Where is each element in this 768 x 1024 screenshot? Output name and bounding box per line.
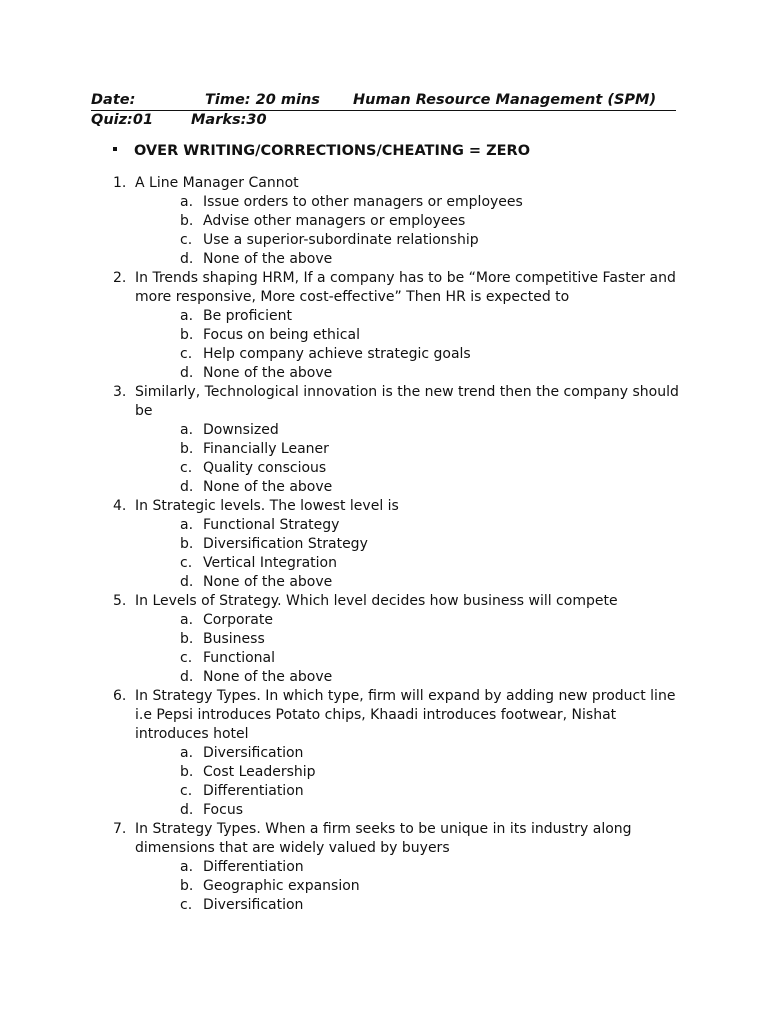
question-number: 5.	[113, 593, 127, 609]
option-text: Financially Leaner	[203, 441, 329, 457]
notice	[113, 143, 530, 159]
quiz-header	[91, 91, 676, 131]
question-text: In Strategic levels. The lowest level is	[135, 498, 399, 514]
option-list	[135, 193, 683, 269]
option-list	[135, 421, 683, 497]
option-list	[135, 858, 683, 915]
option-label: c.	[180, 555, 193, 571]
quiz-label: Quiz:01	[91, 112, 154, 128]
option-item	[135, 763, 683, 782]
option-item	[135, 193, 683, 212]
date-label: Date:	[91, 92, 136, 108]
question-item	[113, 687, 683, 820]
option-label: c.	[180, 460, 193, 476]
option-label: d.	[180, 251, 194, 267]
marks-label: Marks:30	[191, 112, 267, 128]
option-item	[135, 744, 683, 763]
option-text: Diversification	[203, 897, 304, 913]
option-label: b.	[180, 764, 194, 780]
option-text: Geographic expansion	[203, 878, 360, 894]
option-label: a.	[180, 194, 194, 210]
option-label: b.	[180, 441, 194, 457]
option-item	[135, 231, 683, 250]
option-list	[135, 516, 683, 592]
option-text: None of the above	[203, 365, 333, 381]
option-item	[135, 782, 683, 801]
option-label: a.	[180, 308, 194, 324]
option-text: Downsized	[203, 422, 279, 438]
question-number: 3.	[113, 384, 127, 400]
option-label: c.	[180, 650, 193, 666]
option-item	[135, 440, 683, 459]
option-text: Vertical Integration	[203, 555, 337, 571]
option-list	[135, 611, 683, 687]
header-row-2	[91, 111, 676, 131]
question-item	[113, 269, 683, 383]
question-item	[113, 820, 683, 915]
option-label: a.	[180, 422, 194, 438]
option-text: Quality conscious	[203, 460, 327, 476]
option-text: Diversification Strategy	[203, 536, 368, 552]
option-label: d.	[180, 365, 194, 381]
option-text: None of the above	[203, 574, 333, 590]
option-label: d.	[180, 669, 194, 685]
notice-text: OVER WRITING/CORRECTIONS/CHEATING = ZERO	[134, 143, 531, 159]
option-text: None of the above	[203, 479, 333, 495]
option-item	[135, 858, 683, 877]
option-label: b.	[180, 878, 194, 894]
option-item	[135, 516, 683, 535]
option-text: Use a superior-subordinate relationship	[203, 232, 479, 248]
question-number: 7.	[113, 821, 127, 837]
question-text: In Trends shaping HRM, If a company has to be “More competitive Faster and more responsive, More cost-effective” Then HR is expected to	[135, 270, 676, 305]
option-text: Functional Strategy	[203, 517, 340, 533]
option-item	[135, 250, 683, 269]
question-text: In Levels of Strategy. Which level decides how business will compete	[135, 593, 618, 609]
question-item	[113, 383, 683, 497]
option-item	[135, 554, 683, 573]
question-number: 2.	[113, 270, 127, 286]
option-label: a.	[180, 859, 194, 875]
option-label: d.	[180, 802, 194, 818]
option-text: Cost Leadership	[203, 764, 316, 780]
option-item	[135, 307, 683, 326]
option-item	[135, 364, 683, 383]
option-item	[135, 649, 683, 668]
question-number: 4.	[113, 498, 127, 514]
option-item	[135, 573, 683, 592]
option-list	[135, 307, 683, 383]
option-label: b.	[180, 536, 194, 552]
time-label: Time: 20 mins	[205, 92, 320, 108]
header-row-1	[91, 91, 676, 111]
option-label: d.	[180, 574, 194, 590]
option-item	[135, 535, 683, 554]
question-text: In Strategy Types. In which type, firm will expand by adding new product line i.e Pepsi introduces Potato chips, Khaadi introduces footwear, Nishat introduces hotel	[135, 688, 676, 742]
option-label: c.	[180, 783, 193, 799]
option-label: a.	[180, 745, 194, 761]
option-item	[135, 611, 683, 630]
option-text: Help company achieve strategic goals	[203, 346, 471, 362]
option-label: a.	[180, 612, 194, 628]
question-item	[113, 592, 683, 687]
option-text: Focus on being ethical	[203, 327, 360, 343]
option-text: None of the above	[203, 669, 333, 685]
option-label: b.	[180, 631, 194, 647]
question-item	[113, 174, 683, 269]
option-text: Be proficient	[203, 308, 292, 324]
option-text: Business	[203, 631, 265, 647]
option-item	[135, 478, 683, 497]
option-item	[135, 345, 683, 364]
option-item	[135, 801, 683, 820]
option-label: c.	[180, 232, 193, 248]
option-text: None of the above	[203, 251, 333, 267]
option-item	[135, 326, 683, 345]
option-list	[135, 744, 683, 820]
option-text: Differentiation	[203, 783, 304, 799]
question-item	[113, 497, 683, 592]
option-label: b.	[180, 213, 194, 229]
option-item	[135, 668, 683, 687]
option-label: c.	[180, 897, 193, 913]
option-item	[135, 459, 683, 478]
option-text: Diversification	[203, 745, 304, 761]
option-item	[135, 421, 683, 440]
option-text: Corporate	[203, 612, 273, 628]
option-item	[135, 630, 683, 649]
course-title: Human Resource Management (SPM)	[353, 92, 657, 108]
option-label: b.	[180, 327, 194, 343]
question-text: In Strategy Types. When a firm seeks to be unique in its industry along dimensions that are widely valued by buyers	[135, 821, 632, 856]
option-item	[135, 212, 683, 231]
question-text: A Line Manager Cannot	[135, 175, 299, 191]
option-text: Functional	[203, 650, 276, 666]
option-text: Focus	[203, 802, 243, 818]
option-text: Differentiation	[203, 859, 304, 875]
question-text: Similarly, Technological innovation is the new trend then the company should be	[135, 384, 679, 419]
option-label: a.	[180, 517, 194, 533]
option-label: c.	[180, 346, 193, 362]
option-text: Issue orders to other managers or employees	[203, 194, 523, 210]
question-number: 6.	[113, 688, 127, 704]
option-text: Advise other managers or employees	[203, 213, 466, 229]
option-item	[135, 896, 683, 915]
bullet-square-icon	[113, 147, 117, 151]
question-number: 1.	[113, 175, 127, 191]
option-label: d.	[180, 479, 194, 495]
option-item	[135, 877, 683, 896]
question-list	[113, 174, 683, 915]
